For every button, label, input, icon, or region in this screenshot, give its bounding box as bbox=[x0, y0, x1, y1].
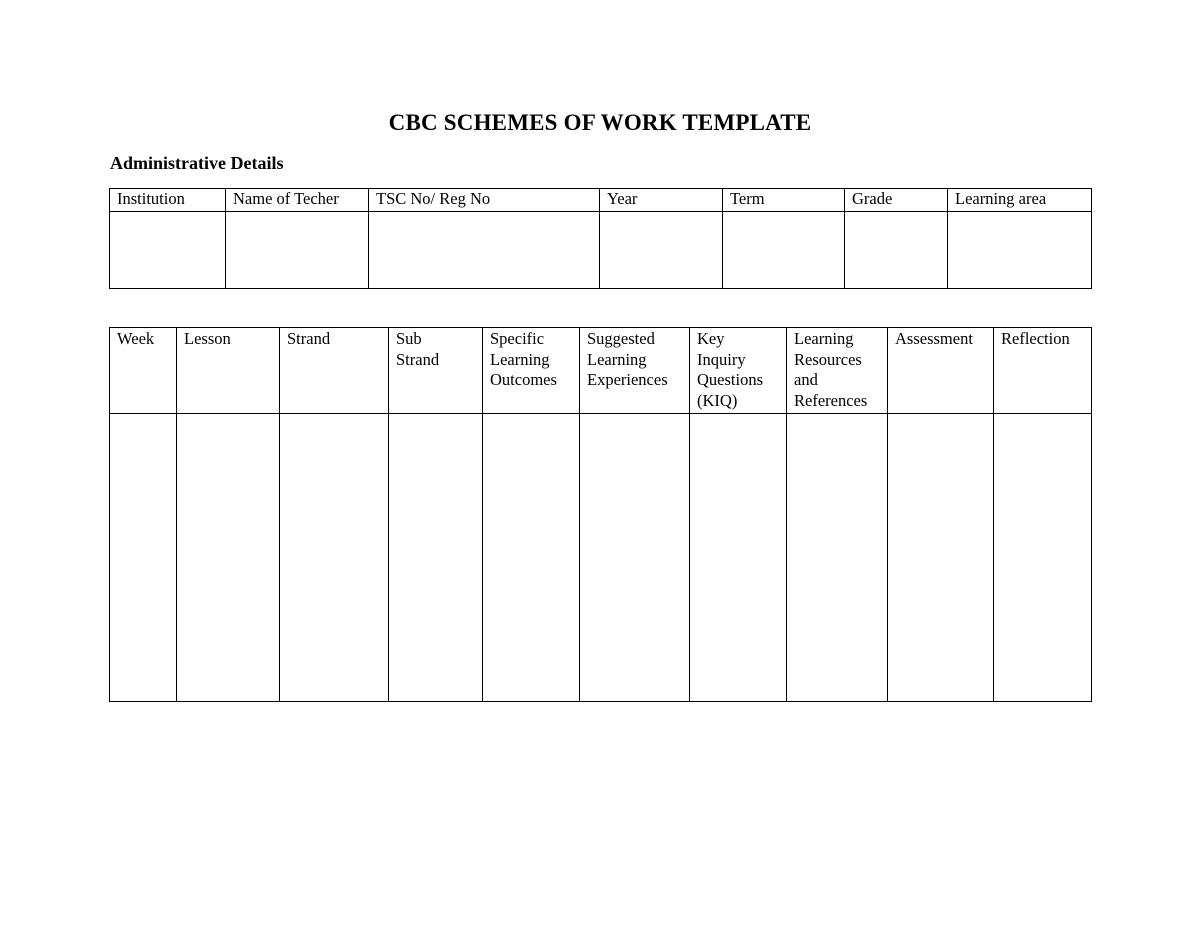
cell-institution[interactable] bbox=[110, 212, 226, 289]
cell-name-of-teacher[interactable] bbox=[226, 212, 369, 289]
header-reflection: Reflection bbox=[994, 328, 1092, 414]
cell-suggested-learning-experiences[interactable] bbox=[580, 414, 690, 702]
header-learning-resources: Learning Resources and References bbox=[787, 328, 888, 414]
administrative-details-heading: Administrative Details bbox=[110, 153, 284, 173]
header-suggested-learning-experiences: Suggested Learning Experiences bbox=[580, 328, 690, 414]
cell-year[interactable] bbox=[600, 212, 723, 289]
header-term: Term bbox=[723, 189, 845, 212]
table-row bbox=[110, 414, 1092, 702]
header-tsc-no: TSC No/ Reg No bbox=[369, 189, 600, 212]
cell-assessment[interactable] bbox=[888, 414, 994, 702]
header-name-of-teacher: Name of Techer bbox=[226, 189, 369, 212]
cell-strand[interactable] bbox=[280, 414, 389, 702]
cell-learning-area[interactable] bbox=[948, 212, 1092, 289]
cell-sub-strand[interactable] bbox=[389, 414, 483, 702]
cell-grade[interactable] bbox=[845, 212, 948, 289]
header-specific-learning-outcomes: Specific Learning Outcomes bbox=[483, 328, 580, 414]
cell-lesson[interactable] bbox=[177, 414, 280, 702]
cell-term[interactable] bbox=[723, 212, 845, 289]
header-year: Year bbox=[600, 189, 723, 212]
scheme-header-row bbox=[110, 328, 1092, 414]
cell-week[interactable] bbox=[110, 414, 177, 702]
admin-value-row bbox=[110, 212, 1092, 289]
administrative-details-table bbox=[109, 188, 1092, 289]
header-institution: Institution bbox=[110, 189, 226, 212]
header-learning-area: Learning area bbox=[948, 189, 1092, 212]
cell-reflection[interactable] bbox=[994, 414, 1092, 702]
header-lesson: Lesson bbox=[177, 328, 280, 414]
cell-specific-learning-outcomes[interactable] bbox=[483, 414, 580, 702]
cell-tsc-no[interactable] bbox=[369, 212, 600, 289]
cell-learning-resources[interactable] bbox=[787, 414, 888, 702]
header-key-inquiry-questions: Key Inquiry Questions (KIQ) bbox=[690, 328, 787, 414]
admin-header-row bbox=[110, 189, 1092, 212]
header-grade: Grade bbox=[845, 189, 948, 212]
header-week: Week bbox=[110, 328, 177, 414]
cell-key-inquiry-questions[interactable] bbox=[690, 414, 787, 702]
header-assessment: Assessment bbox=[888, 328, 994, 414]
header-strand: Strand bbox=[280, 328, 389, 414]
document-title: CBC SCHEMES OF WORK TEMPLATE bbox=[388, 110, 812, 135]
header-sub-strand: Sub Strand bbox=[389, 328, 483, 414]
scheme-of-work-table bbox=[109, 327, 1092, 702]
